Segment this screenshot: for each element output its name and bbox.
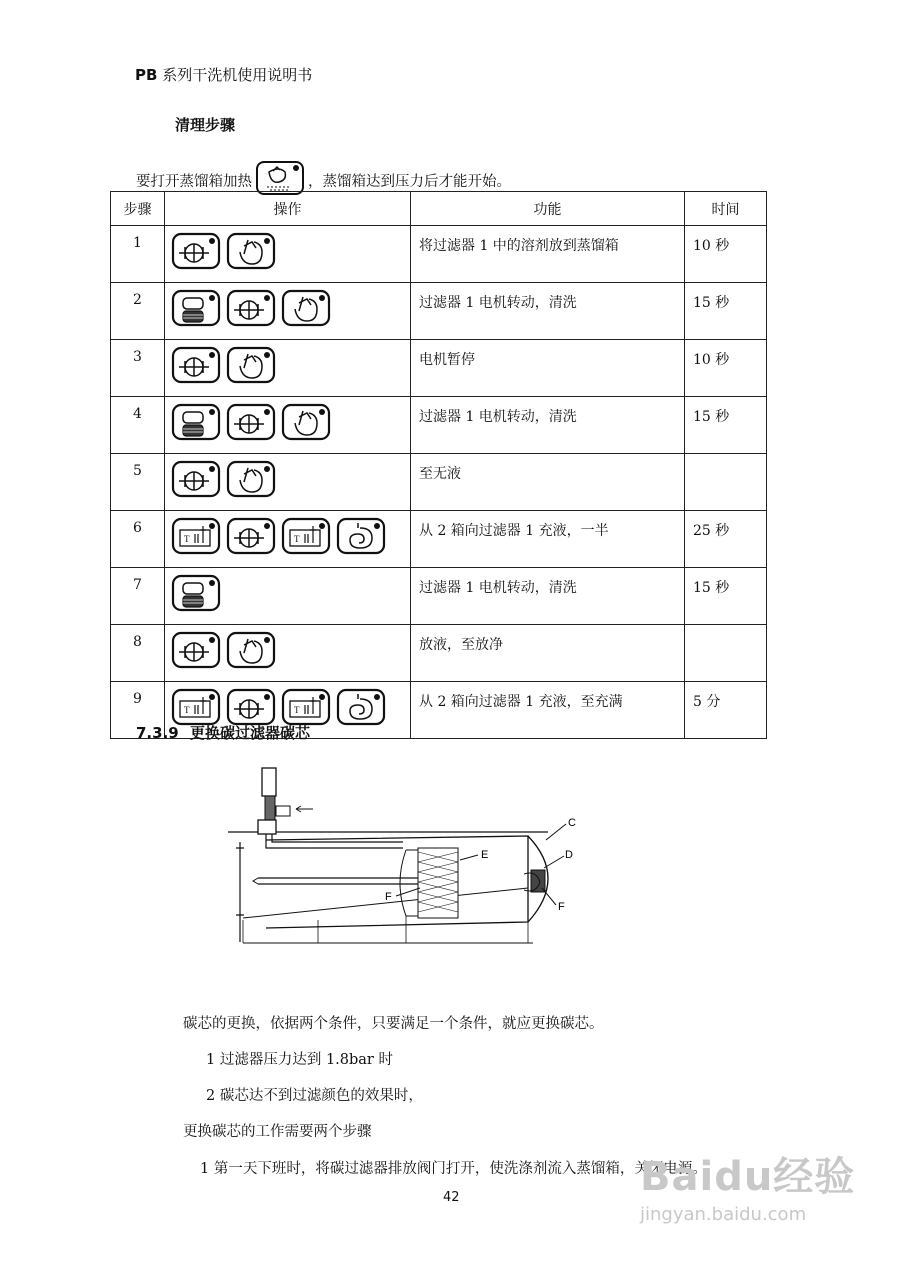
distill-icon [226,232,276,274]
table-row [111,397,767,454]
step-function: 过滤器 1 电机转动，清洗 [411,568,685,625]
step-function: 过滤器 1 电机转动，清洗 [411,283,685,340]
label-e: E [481,849,489,861]
valve-icon [171,460,221,502]
svg-text:T: T [294,705,300,715]
col-step: 步骤 [111,192,165,226]
step-function: 放液，至放净 [411,625,685,682]
step-function: 将过滤器 1 中的溶剂放到蒸馏箱 [411,226,685,283]
body-item-2: 2 碳芯达不到过滤颜色的效果时， [206,1088,423,1104]
operation-keys [165,454,411,511]
distill-icon [281,289,331,331]
step-time [685,454,767,511]
step-number: 2 [111,283,165,340]
step-time: 5 分 [685,682,767,739]
body-paragraph-1: 碳芯的更换，依据两个条件，只要满足一个条件，就应更换碳芯。 [183,1016,604,1032]
pump-icon [336,688,386,730]
section-title: 更换碳过滤器碳芯 [189,724,310,742]
table-row [111,283,767,340]
page-header [135,64,312,85]
label-c: C [568,817,576,829]
col-time: 时间 [685,192,767,226]
operation-keys [165,511,411,568]
valve-icon [171,232,221,274]
step-time: 15 秒 [685,397,767,454]
step-time: 10 秒 [685,340,767,397]
valve-icon [171,631,221,673]
table-header-row [111,192,767,226]
operation-keys [165,625,411,682]
page-number: 42 [443,1190,460,1205]
valve-icon [226,289,276,331]
pump-icon [336,517,386,559]
table-row [111,625,767,682]
table-row [111,511,767,568]
distill-icon [281,403,331,445]
step-function: 从 2 箱向过滤器 1 充液，一半 [411,511,685,568]
step-number: 8 [111,625,165,682]
distill-icon [226,631,276,673]
motor-icon [171,289,221,331]
step-time: 25 秒 [685,511,767,568]
step-number: 6 [111,511,165,568]
col-function: 功能 [411,192,685,226]
section-heading [136,722,310,743]
section-number: 7.3.9 [136,724,179,742]
step-function: 从 2 箱向过滤器 1 充液，至充满 [411,682,685,739]
step-number: 3 [111,340,165,397]
operation-keys [165,397,411,454]
label-f-left: F [385,891,392,903]
tank-icon [171,517,221,559]
svg-text:T: T [294,534,300,544]
step-time: 15 秒 [685,568,767,625]
step-time: 10 秒 [685,226,767,283]
step-number: 7 [111,568,165,625]
label-f-right: F [558,901,565,913]
table-row [111,454,767,511]
cleaning-steps-table [110,191,767,739]
valve-icon [171,346,221,388]
motor-icon [171,403,221,445]
step-number: 1 [111,226,165,283]
subtitle: 清理步骤 [175,116,236,134]
operation-keys [165,568,411,625]
watermark-url: jingyan.baidu.com [640,1204,807,1225]
body-item-1: 1 过滤器压力达到 1.8bar 时 [206,1052,393,1068]
distill-icon [226,460,276,502]
svg-text:T: T [184,534,190,544]
label-d: D [565,849,573,861]
header-brand: PB [135,66,158,84]
svg-text:T: T [184,705,190,715]
header-title: 系列干洗机使用说明书 [162,66,313,84]
step-number: 9 [111,682,165,739]
valve-icon [226,517,276,559]
carbon-filter-diagram [228,760,598,954]
step-number: 4 [111,397,165,454]
col-operation: 操作 [165,192,411,226]
body-item-3: 1 第一天下班时，将碳过滤器排放阀门打开，使洗涤剂流入蒸馏箱，关闭电源。 [200,1161,707,1177]
distill-icon [226,346,276,388]
watermark-brand: Baidu经验 [640,1154,856,1200]
intro-before: 要打开蒸馏箱加热 [136,173,252,190]
step-time [685,625,767,682]
step-function: 过滤器 1 电机转动，清洗 [411,397,685,454]
table-row [111,340,767,397]
tank-icon [281,517,331,559]
operation-keys [165,283,411,340]
operation-keys [165,340,411,397]
motor-icon [171,574,221,616]
table-row [111,568,767,625]
step-number: 5 [111,454,165,511]
step-function: 至无液 [411,454,685,511]
operation-keys [165,226,411,283]
watermark [640,1145,855,1225]
intro-after: ，蒸馏箱达到压力后才能开始。 [308,173,511,190]
valve-icon [226,403,276,445]
table-row [111,226,767,283]
body-paragraph-2: 更换碳芯的工作需要两个步骤 [183,1124,372,1140]
step-time: 15 秒 [685,283,767,340]
step-function: 电机暂停 [411,340,685,397]
